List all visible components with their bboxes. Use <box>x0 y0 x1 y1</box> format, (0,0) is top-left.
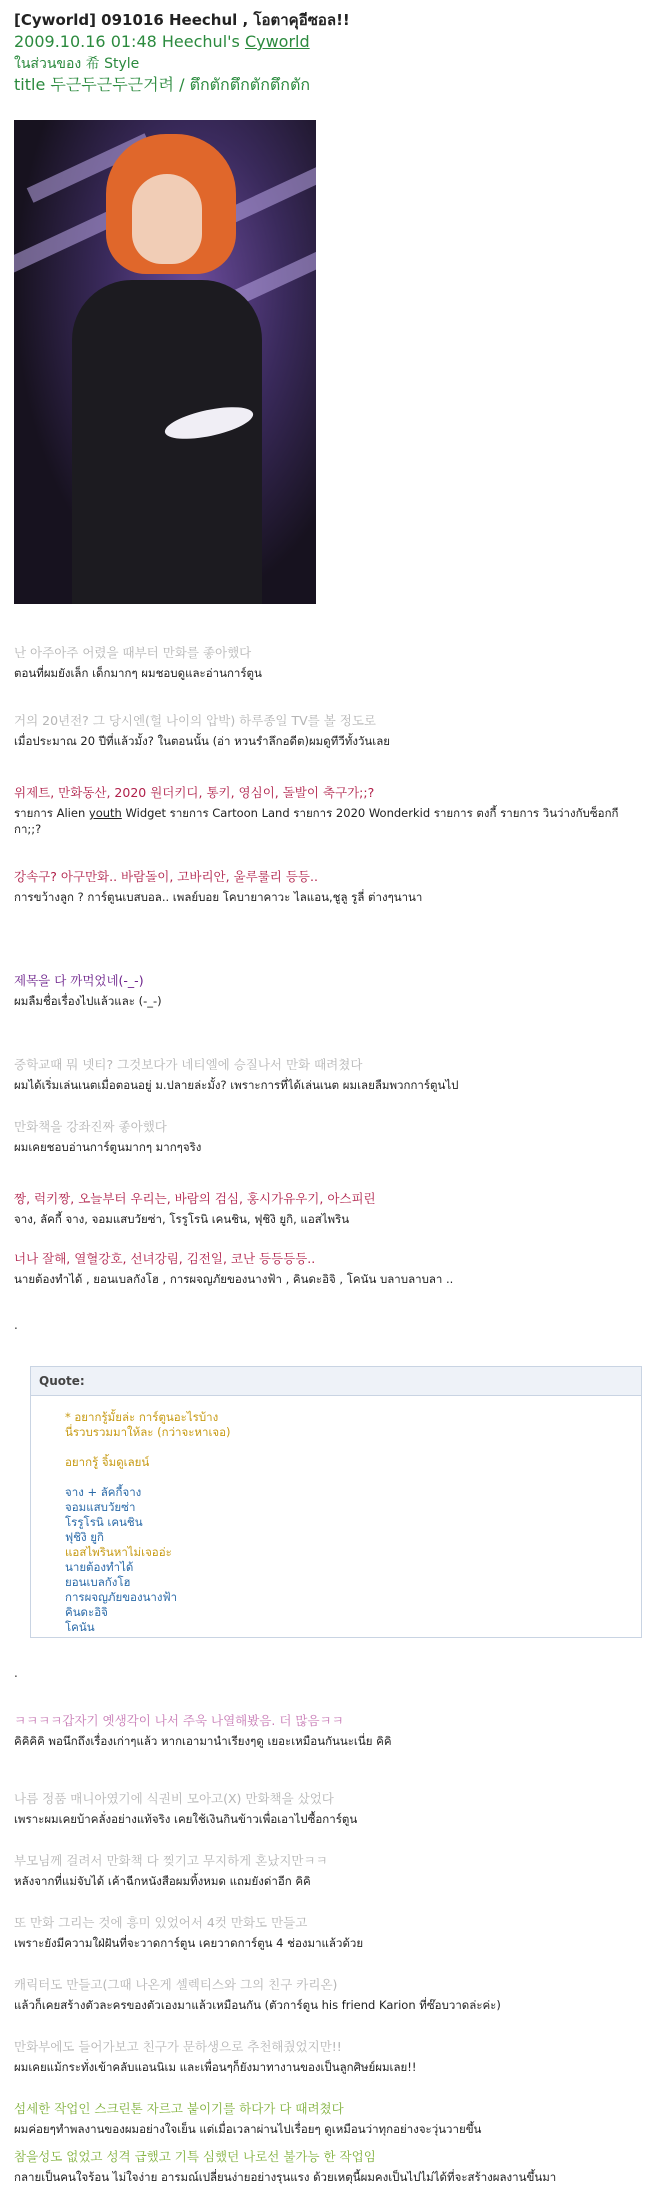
korean-text: 너나 잘해, 열혈강호, 선녀강림, 김전일, 코난 등등등등.. <box>14 1251 316 1266</box>
korean-text: 위제트, 만화동산, 2020 원더키디, 통키, 영심이, 돌발이 축구가;;? <box>14 785 375 800</box>
thai-text: รายการ Alien youth Widget รายการ Cartoon Land รายการ 2020 Wonderkid รายการ ตงกี้ รายการ วินว่างกับซ็อกกีกา;;? <box>14 806 619 836</box>
separator-dot: . <box>14 1318 18 1332</box>
section-5 <box>14 972 642 1009</box>
thai-text: ผมลืมชื่อเรื่องไปแล้วและ (-_-) <box>14 994 162 1008</box>
korean-text: 부모님께 걸려서 만화책 다 찢기고 무지하게 혼났지만ㅋㅋ <box>14 1853 328 1868</box>
korean-text: 만화책을 강좌진짜 좋아했다 <box>14 1119 167 1134</box>
korean-text: 난 아주아주 어렸을 때부터 만화를 좋아했다 <box>14 645 252 660</box>
thai-text: จาง, ลัคกี้ จาง, จอมแสบวัยซ่า, โรรูโรนิ เคนชิน, ฟุชิงิ ยูกิ, แอสไพริน <box>14 1212 350 1226</box>
korean-text: 강속구? 아구만화.. 바람돌이, 고바리안, 울루룰리 등등.. <box>14 869 318 884</box>
quote-line: คินดะอิจิ <box>65 1605 108 1619</box>
quote-line: จาง + ลัคกี้จาง <box>65 1485 142 1499</box>
thai-text: เมื่อประมาณ 20 ปีที่แล้วมั้ง? ในตอนนั้น (อ่า หวนรำลึกอดีต)ผมดูทีวีทั้งวันเลย <box>14 734 391 748</box>
section-17 <box>14 2148 642 2185</box>
youth-link[interactable]: youth <box>88 806 122 820</box>
section-10 <box>14 1712 642 1749</box>
quote-line: โรรูโรนิ เคนชิน <box>65 1515 143 1529</box>
korean-text: 제목을 다 까먹었네(-_-) <box>14 973 144 988</box>
section-1 <box>14 644 642 681</box>
thai-text: ตอนที่ผมยังเล็ก เด็กมากๆ ผมชอบดูและอ่านการ์ตูน <box>14 666 262 680</box>
quote-line: นี่รวบรวมมาให้ละ (กว่าจะหาเจอ) <box>65 1425 231 1439</box>
section-12 <box>14 1852 642 1889</box>
korean-text: 섬세한 작업인 스크린톤 자르고 붙이기를 하다가 다 때려쳤다 <box>14 2101 344 2116</box>
section-2 <box>14 712 642 749</box>
korean-text: 참을성도 없었고 성격 급했고 기특 심했던 나로선 불가능 한 작업임 <box>14 2149 376 2164</box>
thai-text: การขว้างลูก ? การ์ตูนเบสบอล.. เพลย์บอย โคบายาคาวะ ไลแอน,ชูลู รูลี่ ต่างๆนานา <box>14 890 423 904</box>
quote-line: ฟุชิงิ ยูกิ <box>65 1530 104 1544</box>
thai-text: ผมได้เริ่มเล่นเนตเมื่อตอนอยู่ ม.ปลายล่ะมั้ง? เพราะการที่ได้เล่นเนต ผมเลยลืมพวกการ์ตูนไป <box>14 1078 459 1092</box>
thai-text: แล้วก็เคยสร้างตัวละครของตัวเองมาแล้วเหมือนกัน (ตัวการ์ตูน his friend Karion ที่ซ๊อบวาดล่ะค่ะ) <box>14 1998 501 2012</box>
quote-line: โคนัน <box>65 1620 95 1634</box>
korean-text: 중학교때 뭐 넷티? 그것보다가 네티엘에 승질나서 만화 때려쳤다 <box>14 1057 363 1072</box>
thai-text: ผมเคยแม้กระทั่งเข้าคลับแอนนิเม และเพื่อนๆก็ยังมาทางานของเป็นลูกศิษย์ผมเลย!! <box>14 2060 417 2074</box>
thai-text: นายต้องทำได้ , ยอนเบลกังโฮ , การผจญภัยของนางฟ้า , คินดะอิจิ , โคนัน บลาบลาบลา .. <box>14 1272 454 1286</box>
quote-label: Quote: <box>31 1367 641 1396</box>
korean-text: 거의 20년전? 그 당시엔(헐 나이의 압박) 하루종일 TV를 볼 정도로 <box>14 713 376 728</box>
thai-text: เพราะยังมีความใฝ่ฝันที่จะวาดการ์ตูน เคยวาดการ์ตูน 4 ช่องมาแล้วด้วย <box>14 1936 364 1950</box>
korean-text: 캐릭터도 만들고(그때 나온게 셀렉티스와 그의 친구 카리온) <box>14 1977 338 1992</box>
quote-line: อยากรู้ จิ้มดูเลยน์ <box>65 1455 150 1469</box>
section-13 <box>14 1914 642 1951</box>
quote-line: * อยากรู้มั้ยล่ะ การ์ตูนอะไรบ้าง <box>65 1410 219 1424</box>
post-title: [Cyworld] 091016 Heechul , โอตาคุอีซอล!! <box>14 11 350 29</box>
thai-text: หลังจากที่แม่จับได้ เค้าฉีกหนังสือผมทิ้งหมด แถมยังด่าอีก คิคิ <box>14 1874 311 1888</box>
section-16 <box>14 2100 642 2137</box>
quote-line: แอสไพรินหาไม่เจออ่ะ <box>65 1545 172 1559</box>
quote-line: ยอนเบลกังโฮ <box>65 1575 131 1589</box>
korean-text: 짱, 럭키짱, 오늘부터 우리는, 바람의 검심, 홍시가유우기, 아스피린 <box>14 1191 376 1206</box>
korean-text: ㅋㅋㅋㅋ갑자기 옛생각이 나서 주욱 나열해봤음. 더 많음ㅋㅋ <box>14 1713 344 1728</box>
thai-text: เพราะผมเคยบ้าคลั่งอย่างแท้จริง เคยใช้เงินกินข้าวเพื่อเอาไปซื้อการ์ตูน <box>14 1812 358 1826</box>
separator-dot: . <box>14 1666 18 1680</box>
section-6 <box>14 1056 642 1093</box>
quote-line: การผจญภัยของนางฟ้า <box>65 1590 178 1604</box>
cyworld-link[interactable]: Cyworld <box>244 32 310 51</box>
date-line <box>14 32 310 51</box>
style-line: ในส่วนของ 希 Style <box>14 56 140 72</box>
thai-text: กลายเป็นคนใจร้อน ไม่ใจง่าย อารมณ์เปลี่ยนง่ายอย่างรุนแรง ด้วยเหตุนี้ผมคงเป็นไปไม่ได้ที่จะสร้างผลงานขึ้นมา <box>14 2170 557 2184</box>
section-4 <box>14 868 642 905</box>
heechul-photo <box>14 120 316 604</box>
date-text: 2009.10.16 01:48 Heechul's <box>14 32 245 51</box>
quote-line: จอมแสบวัยซ่า <box>65 1500 136 1514</box>
section-15 <box>14 2038 642 2075</box>
song-title-line: title 두근두근두근거려 / ตึกตักตึกตักตึกตัก <box>14 75 311 94</box>
section-9 <box>14 1250 642 1287</box>
section-11 <box>14 1790 642 1827</box>
korean-text: 만화부에도 들어가보고 친구가 문하생으로 추천해줬었지만!! <box>14 2039 342 2054</box>
section-7 <box>14 1118 642 1155</box>
korean-text: 또 만화 그리는 것에 흥미 있었어서 4컷 만화도 만들고 <box>14 1915 308 1930</box>
thai-text: ผมเคยชอบอ่านการ์ตูนมากๆ มากๆจริง <box>14 1140 202 1154</box>
thai-text: คิคิคิคิ พอนึกถึงเรื่องเก่าๆแล้ว หากเอามานำเรียงๆดู เยอะเหมือนกันนะเนี่ย คิคิ <box>14 1734 392 1748</box>
quote-line: นายต้องทำได้ <box>65 1560 134 1574</box>
section-3 <box>14 784 642 837</box>
quote-box <box>30 1366 642 1638</box>
section-8 <box>14 1190 642 1227</box>
quote-body <box>31 1396 641 1635</box>
section-14 <box>14 1976 642 2013</box>
korean-text: 나름 정품 매니아였기에 식권비 모아고(X) 만화책을 샀었다 <box>14 1791 334 1806</box>
thai-text: ผมค่อยๆทำพลงานของผมอย่างใจเย็น แต่เมื่อเวลาผ่านไปเรื่อยๆ ดูเหมือนว่าทุกอย่างจะวุ่นวายขึ้น <box>14 2122 482 2136</box>
